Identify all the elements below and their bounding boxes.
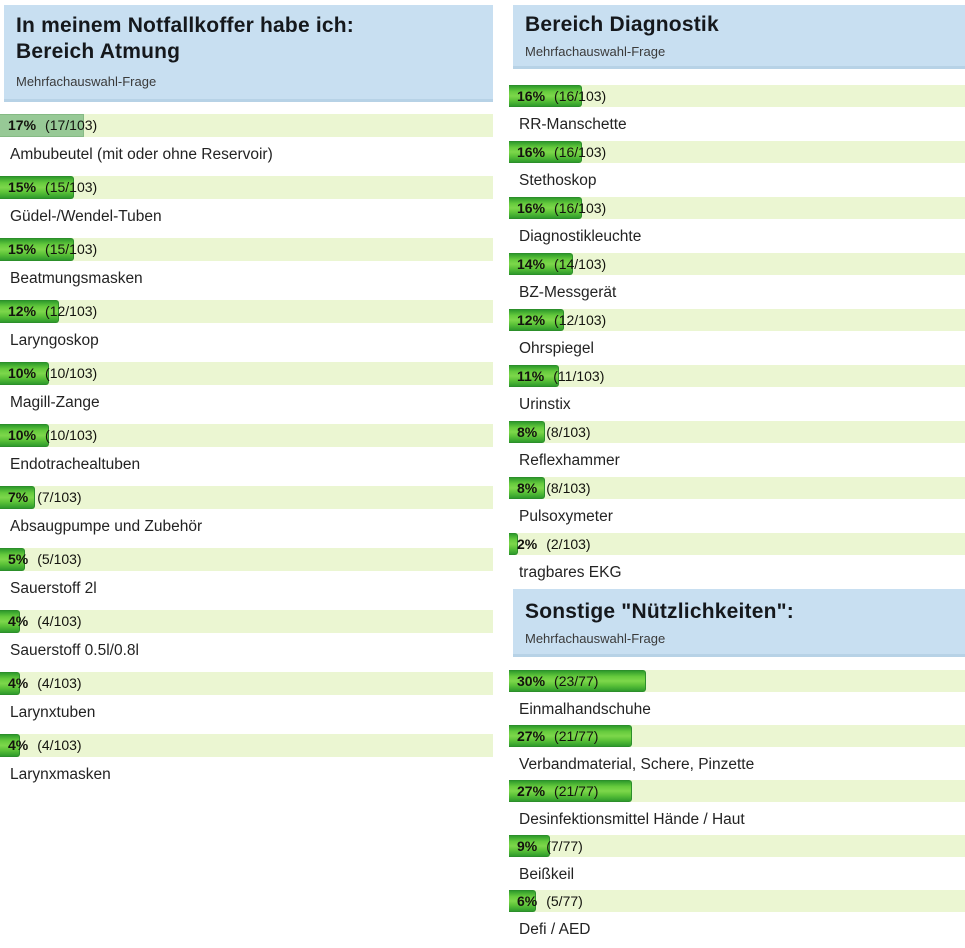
result-label: Urinstix [519, 396, 571, 413]
result-label: Güdel-/Wendel-Tuben [10, 208, 162, 225]
result-percent: 14% [517, 256, 546, 272]
result-bar-track [0, 114, 493, 137]
result-count: (17/103) [45, 117, 98, 133]
result-count: (5/103) [37, 551, 82, 567]
result-row [0, 238, 493, 288]
question-title-line: In meinem Notfallkoffer habe ich: [16, 14, 354, 37]
result-label: Beatmungsmasken [10, 270, 143, 287]
result-percent: 10% [8, 427, 37, 443]
result-bar-text [509, 533, 965, 555]
question-type-label: Mehrfachauswahl-Frage [16, 74, 157, 89]
result-count: (8/103) [546, 480, 591, 496]
result-row [509, 890, 965, 939]
result-percent: 10% [8, 365, 37, 381]
result-count: (23/77) [554, 673, 599, 689]
result-label: Ambubeutel (mit oder ohne Reservoir) [10, 146, 273, 163]
result-percent: 15% [8, 241, 37, 257]
result-count: (4/103) [37, 737, 82, 753]
result-bar-track [509, 421, 965, 443]
question-type-label: Mehrfachauswahl-Frage [525, 44, 666, 59]
result-label: Endotrachealtuben [10, 456, 141, 473]
result-bar-track [509, 477, 965, 499]
section-diagnostik [509, 5, 965, 582]
result-count: (2/103) [546, 536, 591, 552]
result-row [509, 365, 965, 414]
result-percent: 4% [8, 737, 29, 753]
result-label: BZ-Messgerät [519, 284, 617, 301]
result-count: (5/77) [546, 893, 583, 909]
result-bar-text [0, 610, 493, 633]
result-row [0, 610, 493, 660]
column-divider [493, 0, 509, 948]
result-bar-text [0, 672, 493, 695]
question-type-label: Mehrfachauswahl-Frage [525, 631, 666, 646]
result-bar-track [509, 725, 965, 747]
result-bar-track [509, 670, 965, 692]
result-percent: 17% [8, 117, 37, 133]
result-row [0, 486, 493, 536]
result-bar-track [509, 533, 965, 555]
result-bar-text [0, 486, 493, 509]
result-bar-track [509, 141, 965, 163]
result-bar-track [509, 309, 965, 331]
result-bar-track [0, 486, 493, 509]
result-count: (21/77) [554, 783, 599, 799]
result-percent: 9% [517, 838, 538, 854]
result-bar-text [509, 890, 965, 912]
question-header-sonstige [513, 589, 965, 657]
section-atmung [0, 5, 493, 784]
result-label: Larynxmasken [10, 766, 111, 783]
result-percent: 6% [517, 893, 538, 909]
question-title-line: Bereich Diagnostik [525, 13, 719, 36]
result-bar-track [509, 197, 965, 219]
result-percent: 11% [517, 368, 545, 384]
result-bar-track [0, 610, 493, 633]
result-count: (15/103) [45, 179, 98, 195]
result-count: (14/103) [554, 256, 607, 272]
result-percent: 4% [8, 613, 29, 629]
section-sonstige [509, 589, 965, 939]
result-bar-track [0, 424, 493, 447]
result-count: (4/103) [37, 675, 82, 691]
result-row [509, 197, 965, 246]
question-title [525, 599, 953, 625]
result-count: (15/103) [45, 241, 98, 257]
result-row [0, 362, 493, 412]
result-bar-track [509, 365, 965, 387]
result-percent: 27% [517, 783, 546, 799]
result-row [0, 424, 493, 474]
result-percent: 2% [517, 536, 538, 552]
result-bar-text [0, 548, 493, 571]
result-count: (12/103) [554, 312, 607, 328]
question-title [16, 13, 481, 65]
result-label: Sauerstoff 0.5l/0.8l [10, 642, 139, 659]
result-label: Larynxtuben [10, 704, 96, 721]
result-percent: 4% [8, 675, 29, 691]
result-bar-track [509, 835, 965, 857]
result-row [509, 670, 965, 719]
result-row [509, 533, 965, 582]
result-bar-text [0, 300, 493, 323]
result-percent: 5% [8, 551, 29, 567]
result-label: Verbandmaterial, Schere, Pinzette [519, 756, 755, 773]
result-label: Stethoskop [519, 172, 597, 189]
result-bar-track [0, 548, 493, 571]
result-bar-text [509, 365, 965, 387]
result-label: Pulsoxymeter [519, 508, 613, 525]
result-bar-text [509, 253, 965, 275]
result-bar-text [509, 725, 965, 747]
result-count: (4/103) [37, 613, 82, 629]
result-row [509, 85, 965, 134]
result-label: Magill-Zange [10, 394, 100, 411]
result-bar-text [509, 197, 965, 219]
result-bar-text [509, 477, 965, 499]
result-row [509, 477, 965, 526]
result-count: (10/103) [45, 365, 98, 381]
result-bar-text [509, 141, 965, 163]
result-row [0, 672, 493, 722]
column-right [509, 0, 965, 948]
result-label: Sauerstoff 2l [10, 580, 97, 597]
result-row [0, 114, 493, 164]
result-percent: 27% [517, 728, 546, 744]
result-label: Ohrspiegel [519, 340, 594, 357]
result-bar-text [509, 835, 965, 857]
result-bar-track [509, 780, 965, 802]
result-row [509, 309, 965, 358]
result-label: RR-Manschette [519, 116, 627, 133]
result-count: (7/103) [37, 489, 82, 505]
result-bar-track [509, 85, 965, 107]
result-count: (16/103) [554, 88, 607, 104]
result-label: tragbares EKG [519, 564, 622, 581]
result-row [509, 421, 965, 470]
result-label: Diagnostikleuchte [519, 228, 642, 245]
result-bar-track [0, 734, 493, 757]
result-percent: 12% [517, 312, 546, 328]
result-rows-atmung [0, 114, 493, 784]
question-title-line: Sonstige "Nützlichkeiten": [525, 600, 794, 623]
result-bar-text [509, 670, 965, 692]
question-header-diagnostik [513, 5, 965, 69]
result-count: (21/77) [554, 728, 599, 744]
result-bar-text [509, 309, 965, 331]
result-bar-track [509, 890, 965, 912]
result-row [0, 548, 493, 598]
result-percent: 12% [8, 303, 37, 319]
result-count: (7/77) [546, 838, 583, 854]
result-row [509, 780, 965, 829]
result-bar-text [509, 85, 965, 107]
result-bar-track [0, 300, 493, 323]
result-row [0, 176, 493, 226]
result-rows-diagnostik [509, 85, 965, 582]
result-percent: 16% [517, 200, 546, 216]
result-bar-text [0, 424, 493, 447]
result-bar-text [0, 114, 493, 137]
question-header-atmung [4, 5, 493, 102]
result-count: (16/103) [554, 144, 607, 160]
result-row [509, 725, 965, 774]
result-rows-sonstige [509, 670, 965, 939]
result-bar-track [0, 362, 493, 385]
result-bar-text [0, 734, 493, 757]
result-count: (8/103) [546, 424, 591, 440]
result-percent: 8% [517, 424, 538, 440]
result-row [509, 141, 965, 190]
result-bar-track [0, 672, 493, 695]
result-row [0, 300, 493, 350]
result-label: Desinfektionsmittel Hände / Haut [519, 811, 745, 828]
result-label: Beißkeil [519, 866, 575, 883]
result-row [509, 253, 965, 302]
result-percent: 16% [517, 88, 546, 104]
result-label: Absaugpumpe und Zubehör [10, 518, 203, 535]
question-title [525, 12, 953, 38]
question-title-line: Bereich Atmung [16, 40, 181, 63]
result-count: (12/103) [45, 303, 98, 319]
result-bar-track [0, 176, 493, 199]
result-label: Reflexhammer [519, 452, 620, 469]
result-percent: 7% [8, 489, 29, 505]
result-row [0, 734, 493, 784]
result-bar-text [0, 362, 493, 385]
result-bar-text [0, 238, 493, 261]
result-row [509, 835, 965, 884]
result-bar-track [0, 238, 493, 261]
result-count: (10/103) [45, 427, 98, 443]
result-label: Einmalhandschuhe [519, 701, 651, 718]
result-percent: 15% [8, 179, 37, 195]
result-percent: 30% [517, 673, 546, 689]
result-bar-text [509, 421, 965, 443]
result-bar-text [509, 780, 965, 802]
result-label: Laryngoskop [10, 332, 99, 349]
result-bar-track [509, 253, 965, 275]
result-percent: 8% [517, 480, 538, 496]
result-percent: 16% [517, 144, 546, 160]
result-count: (11/103) [553, 368, 605, 384]
result-count: (16/103) [554, 200, 607, 216]
result-bar-text [0, 176, 493, 199]
result-label: Defi / AED [519, 921, 591, 938]
